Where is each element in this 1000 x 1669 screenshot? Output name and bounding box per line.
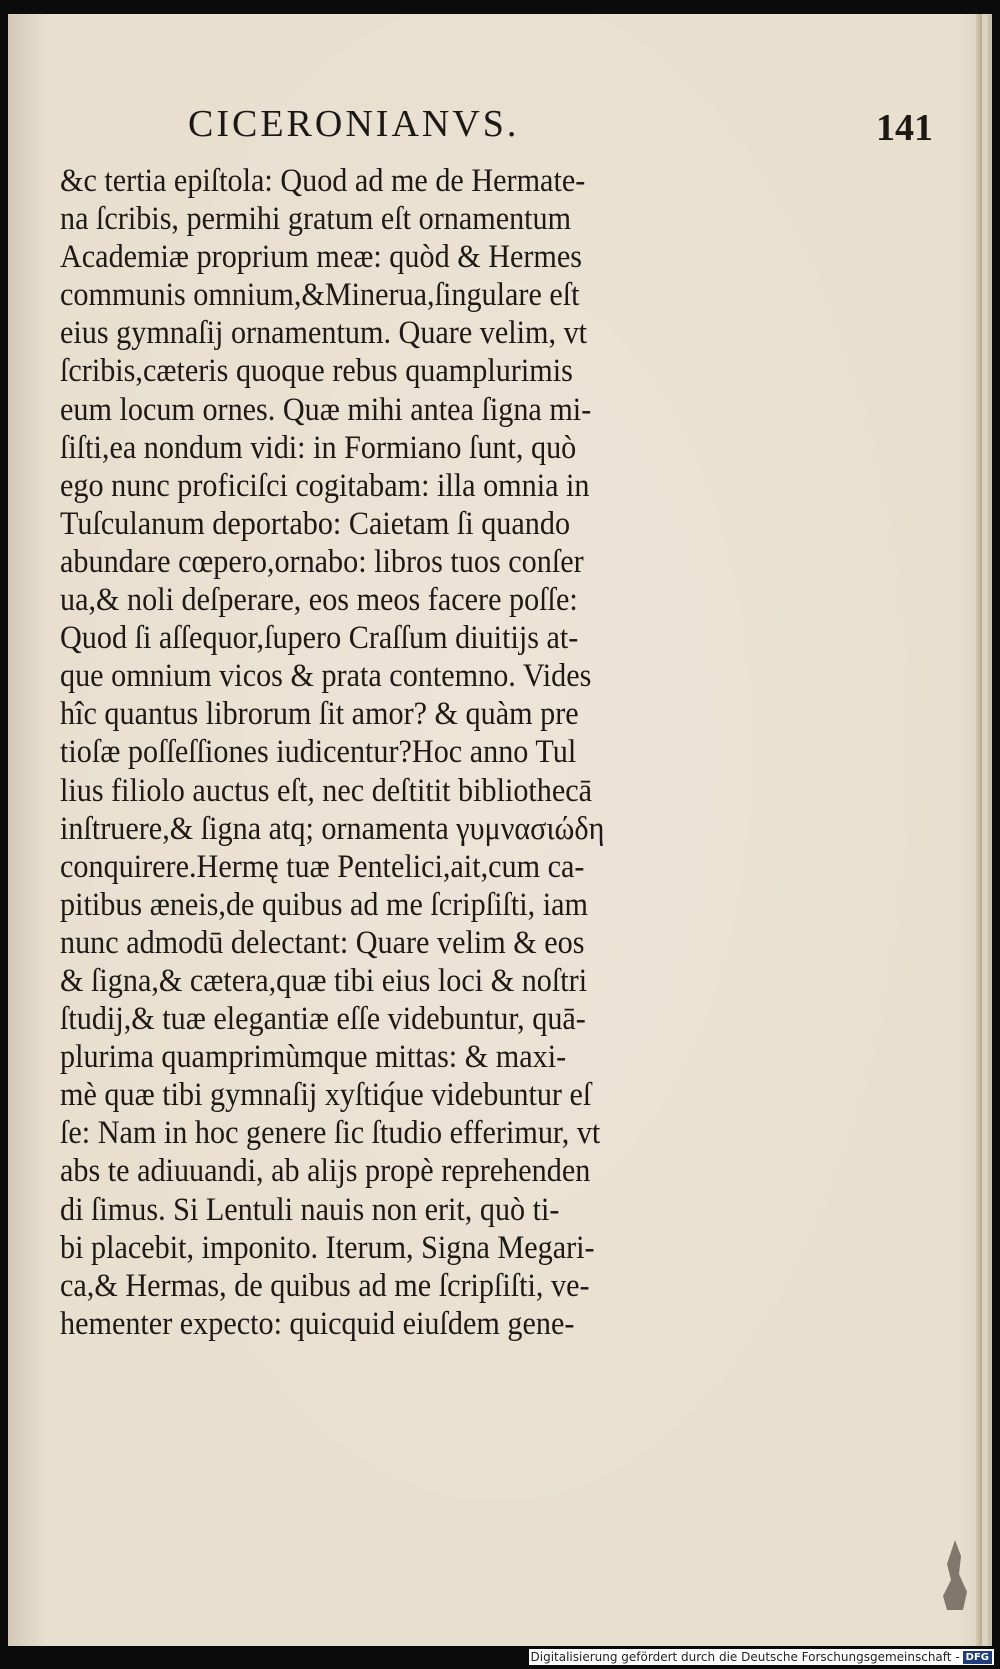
text-line: abs te adiuuandi, ab alijs propè reprehenden: [60, 1153, 591, 1190]
text-line: ſe: Nam in hoc genere ſic ſtudio efferimur, vt: [60, 1115, 601, 1152]
book-page: [8, 14, 992, 1646]
text-line: Tuſculanum deportabo: Caietam ſi quando: [60, 505, 571, 542]
body-text: [60, 162, 760, 1343]
text-line: hîc quantus librorum ſit amor? & quàm pre: [60, 696, 579, 733]
text-line: Academiæ proprium meæ: quòd & Hermes: [60, 239, 583, 276]
text-line: ſiſti,ea nondum vidi: in Formiano ſunt, quò: [60, 429, 577, 466]
text-line: que omnium vicos & prata contemno. Vides: [60, 658, 592, 695]
text-line: abundare cœpero,ornabo: libros tuos conſer: [60, 543, 584, 580]
text-line: bi placebit, imponito. Iterum, Signa Megari-: [60, 1229, 595, 1266]
text-line: conquirere.Hermę tuæ Pentelici,ait,cum ca-: [60, 848, 585, 885]
text-line: plurima quamprimùmque mittas: & maxi-: [60, 1039, 567, 1076]
text-line: ſcribis,cæteris quoque rebus quamplurimis: [60, 353, 573, 390]
digitization-credit: [529, 1649, 995, 1665]
text-line: Quod ſi aſſequor,ſupero Craſſum diuitijs at-: [60, 620, 579, 657]
text-line: di ſimus. Si Lentuli nauis non erit, quò ti-: [60, 1191, 560, 1228]
page-edge: [976, 14, 982, 1646]
text-line: pitibus æneis,de quibus ad me ſcripſiſti, iam: [60, 886, 588, 923]
text-line: mè quæ tibi gymnaſij xyſtiq́ue videbuntur eſ: [60, 1077, 592, 1114]
text-line: communis omnium,&Minerua,ſingulare eſt: [60, 277, 580, 314]
text-line: ua,& noli deſperare, eos meos facere poſſe:: [60, 582, 578, 619]
text-line: na ſcribis, permihi gratum eſt ornamentum: [60, 201, 572, 238]
text-line: ca,& Hermas, de quibus ad me ſcripſiſti, ve-: [60, 1267, 590, 1304]
text-line: & ſigna,& cætera,quæ tibi eius loci & noſtri: [60, 962, 588, 999]
text-line: tioſæ poſſeſſiones iudicentur?Hoc anno Tul: [60, 734, 577, 771]
page-number: 141: [876, 107, 933, 149]
running-title: CICERONIANVS.: [188, 103, 520, 145]
text-line: ſtudij,& tuæ elegantiæ eſſe videbuntur, quā-: [60, 1001, 586, 1038]
text-line: eum locum ornes. Quæ mihi antea ſigna mi-: [60, 391, 592, 428]
credit-text: Digitalisierung gefördert durch die Deutsche Forschungsgemeinschaft -: [530, 1650, 960, 1664]
text-line: eius gymnaſij ornamentum. Quare velim, vt: [60, 315, 588, 352]
dfg-logo: DFG: [963, 1651, 992, 1664]
text-line: ego nunc proficiſci cogitabam: illa omnia in: [60, 467, 590, 504]
text-line: lius filiolo auctus eſt, nec deſtitit bibliothecā: [60, 772, 593, 809]
text-line: &c tertia epiſtola: Quod ad me de Hermate-: [60, 163, 586, 199]
ink-stain: [933, 1534, 983, 1614]
text-line: inſtruere,& ſigna atq; ornamenta γυμνασιώδη: [60, 810, 605, 847]
text-line: nunc admodū delectant: Quare velim & eos: [60, 924, 585, 961]
text-line: hementer expecto: quicquid eiuſdem gene-: [60, 1305, 575, 1342]
